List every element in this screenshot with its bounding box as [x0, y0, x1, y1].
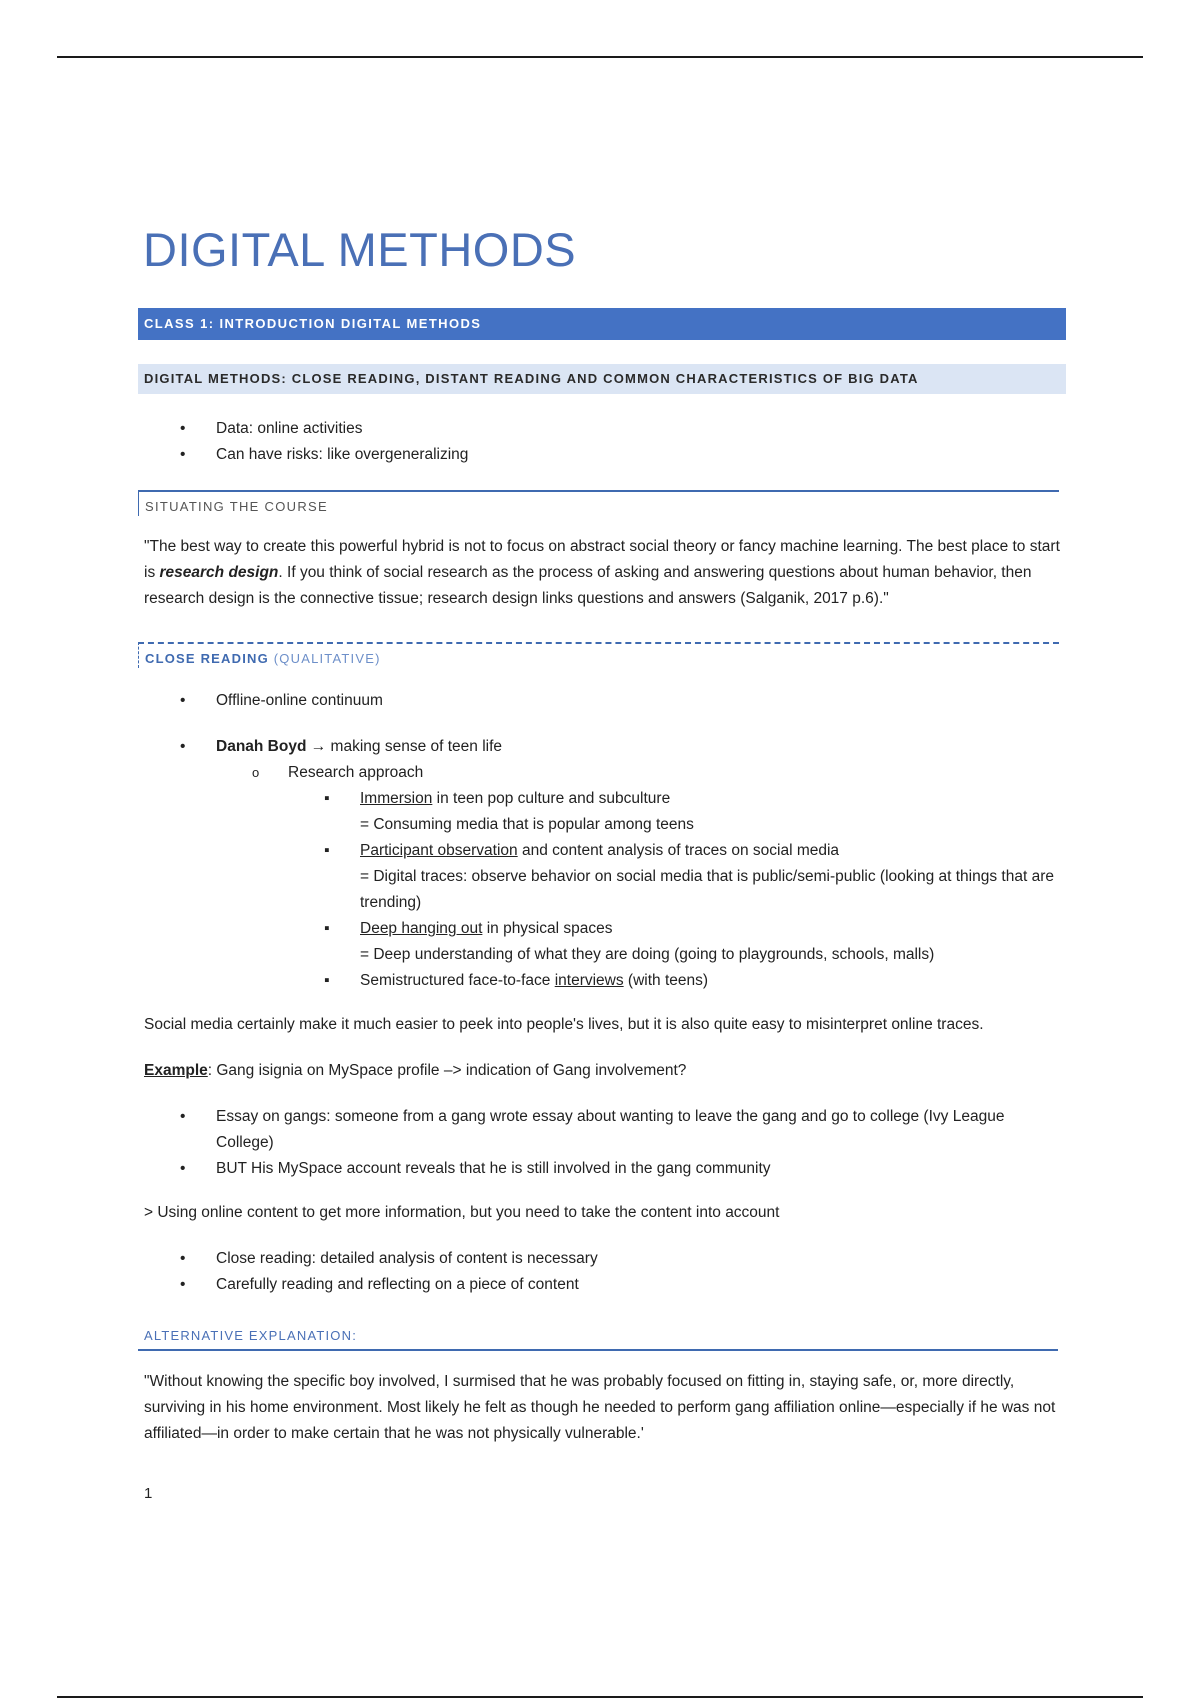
item-note: = Consuming media that is popular among teens [360, 816, 694, 833]
approach-list [138, 760, 1066, 786]
heading-bold: CLOSE READING [145, 651, 269, 666]
list-item: • BUT His MySpace account reveals that he is still involved in the gang community [138, 1156, 1066, 1182]
list-item [138, 734, 1066, 760]
item-text: and content analysis of traces on social media [517, 842, 840, 859]
danah-name: Danah Boyd [216, 738, 307, 755]
example-text: : Gang isignia on MySpace profile –> indication of Gang involvement? [207, 1062, 687, 1079]
danah-text: → making sense of teen life [306, 738, 503, 755]
list-item: • Close reading: detailed analysis of content is necessary [138, 1246, 1066, 1272]
top-rule [57, 56, 1143, 58]
list-item [138, 916, 1066, 968]
underlined-term: Deep hanging out [360, 920, 483, 937]
bottom-rule [57, 1696, 1143, 1698]
data-bullet-list [138, 416, 1066, 468]
quote-text: . If you think of social research as the process of asking and answering questions about human behavior, then research design is the connective tissue; research design links questions and answers (Salganik, 2017 p.6)." [144, 564, 1032, 607]
list-item [138, 968, 1066, 994]
document-title: DIGITAL METHODS [143, 223, 577, 276]
salganik-quote [138, 534, 1066, 612]
heading-light: (QUALITATIVE) [268, 651, 381, 666]
list-item: o Research approach [138, 760, 1066, 786]
document-body [138, 220, 1066, 1502]
underlined-term: Participant observation [360, 842, 518, 859]
continuum-list [138, 688, 1066, 714]
example-paragraph [138, 1058, 1066, 1084]
using-online-paragraph: > Using online content to get more information, but you need to take the content into account [144, 1204, 780, 1221]
section-heading-close-reading [138, 642, 1059, 668]
class-heading: CLASS 1: INTRODUCTION DIGITAL METHODS [138, 308, 1066, 340]
item-note: = Deep understanding of what they are doing (going to playgrounds, schools, malls) [360, 946, 935, 963]
section-heading-situating: SITUATING THE COURSE [138, 490, 1059, 516]
page-number: 1 [144, 1485, 153, 1502]
section-heading-digital-methods: DIGITAL METHODS: CLOSE READING, DISTANT READING AND COMMON CHARACTERISTICS OF BIG DATA [138, 364, 1066, 394]
danah-list [138, 734, 1066, 760]
list-item: • Can have risks: like overgeneralizing [138, 442, 1066, 468]
list-item: • Essay on gangs: someone from a gang wrote essay about wanting to leave the gang and go to college (Ivy League College) [138, 1104, 1066, 1156]
list-item [138, 838, 1066, 916]
item-text: in physical spaces [482, 920, 613, 937]
approach-items [138, 786, 1066, 994]
example-label: Example [144, 1062, 208, 1079]
item-note: = Digital traces: observe behavior on social media that is public/semi-public (looking at things that are trending) [360, 868, 1054, 911]
boyd-quote: "Without knowing the specific boy involved, I surmised that he was probably focused on fitting in, staying safe, or, more directly, surviving in his home environment. Most likely he felt as though he needed to perform gang affiliation online—especially if he was not affiliated—in order to make certain that he was not physically vulnerable.' [144, 1373, 1056, 1442]
item-text: (with teens) [623, 972, 709, 989]
close-reading-list [138, 1246, 1066, 1298]
list-item [138, 786, 1066, 838]
list-item: • Data: online activities [138, 416, 1066, 442]
example-list [138, 1104, 1066, 1182]
list-item: • Carefully reading and reflecting on a piece of content [138, 1272, 1066, 1298]
social-media-paragraph: Social media certainly make it much easier to peek into people's lives, but it is also quite easy to misinterpret online traces. [144, 1016, 984, 1033]
section-heading-alternative: ALTERNATIVE EXPLANATION: [138, 1328, 1058, 1351]
list-item: • Offline-online continuum [138, 688, 1066, 714]
underlined-term: Immersion [360, 790, 433, 807]
quote-emphasis: research design [159, 564, 279, 581]
quote-text: "The best way to create this powerful hybrid is not to focus on abstract social theory or fancy machine learning. The best place to start is [144, 538, 1060, 581]
item-text: in teen pop culture and subculture [432, 790, 671, 807]
underlined-term: interviews [554, 972, 624, 989]
item-text: Semistructured face-to-face [360, 972, 555, 989]
